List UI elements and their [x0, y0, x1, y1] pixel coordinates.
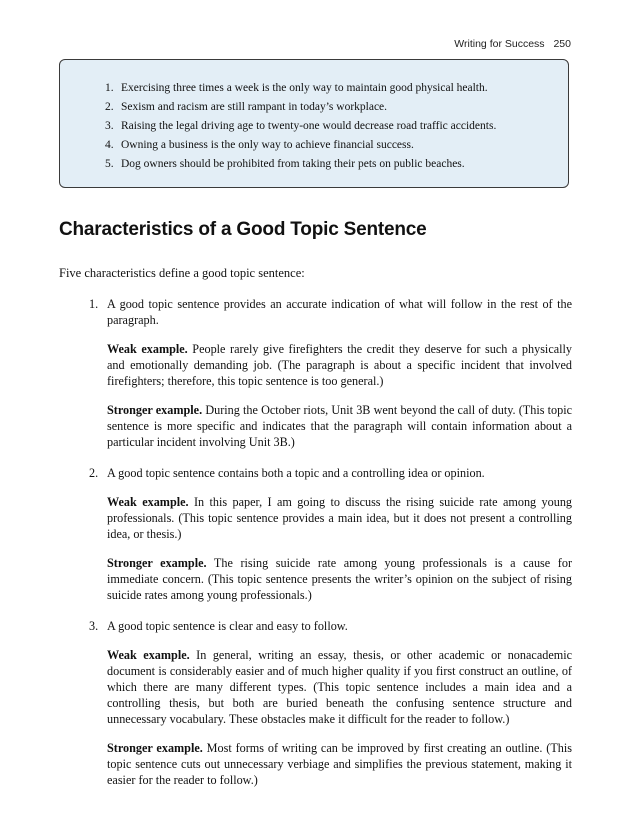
item-number: 3. [89, 619, 99, 633]
item-number: 1. [89, 297, 99, 311]
characteristics-list [89, 296, 572, 803]
stronger-example [107, 740, 572, 788]
item-number: 4. [105, 139, 114, 151]
item-text: Raising the legal driving age to twenty-one would decrease road traffic accidents. [121, 120, 497, 132]
characteristic-text: A good topic sentence provides an accurate indication of what will follow in the rest of the paragraph. [107, 297, 572, 327]
exercise-item [105, 117, 496, 136]
item-number: 2. [105, 101, 114, 113]
item-text: Dog owners should be prohibited from taking their pets on public beaches. [121, 158, 465, 170]
stronger-example-text: During the October riots, Unit 3B went beyond the call of duty. (This topic sentence is more specific and indicates that the paragraph will contain information about a particular incident involving Unit 3B.) [107, 403, 572, 449]
book-title: Writing for Success [454, 38, 545, 50]
stronger-example-text: Most forms of writing can be improved by first creating an outline. (This topic sentence cuts out unnecessary verbiage and simplifies the previous statement, making it easier for the reader to follow.) [107, 741, 573, 787]
item-text: Sexism and racism are still rampant in today’s workplace. [121, 101, 388, 113]
weak-example-text: In general, writing an essay, thesis, or other academic or nonacademic document is considerably easier and of much higher quality if you first construct an outline, of which there are many different types. (This topic sentence includes a main idea and a controlling thesis, but both are buried beneath the confusing sentence structure and unnecessary vocabulary. These obstacles make it difficult for the reader to follow.) [107, 648, 573, 726]
weak-example [107, 494, 572, 542]
item-number: 3. [105, 120, 114, 132]
section-title: Characteristics of a Good Topic Sentence [59, 219, 427, 240]
stronger-example-text: The rising suicide rate among young professionals is a cause for immediate concern. (This topic sentence presents the writer’s opinion on the subject of rising suicide rates among young professionals.) [107, 556, 573, 602]
weak-example-label: Weak example. [107, 342, 188, 356]
item-text: Exercising three times a week is the only way to maintain good physical health. [121, 82, 488, 94]
weak-example-label: Weak example. [107, 495, 189, 509]
weak-example-text: People rarely give firefighters the credit they deserve for such a physically and emotionally demanding job. (The paragraph is about a specific incident that involved firefighters; therefore, this topic sentence is too general.) [107, 342, 573, 388]
stronger-example-label: Stronger example. [107, 741, 203, 755]
exercise-list [105, 79, 496, 174]
stronger-example [107, 402, 572, 450]
characteristic-item [89, 465, 572, 603]
item-number: 5. [105, 158, 114, 170]
item-number: 2. [89, 466, 99, 480]
characteristic-item [89, 296, 572, 450]
stronger-example-label: Stronger example. [107, 403, 203, 417]
weak-example [107, 341, 572, 389]
running-header [454, 38, 571, 50]
weak-example-text: In this paper, I am going to discuss the rising suicide rate among young professionals. (This topic sentence provides a main idea, but it does not present a controlling idea, or thesis.) [107, 495, 573, 541]
exercise-item [105, 136, 496, 155]
intro-paragraph: Five characteristics define a good topic sentence: [59, 266, 305, 280]
item-number: 1. [105, 82, 114, 94]
characteristic-text: A good topic sentence contains both a topic and a controlling idea or opinion. [107, 466, 485, 480]
characteristic-text: A good topic sentence is clear and easy to follow. [107, 619, 348, 633]
page-number: 250 [553, 38, 571, 50]
exercise-item [105, 79, 496, 98]
exercise-box [59, 59, 569, 188]
stronger-example-label: Stronger example. [107, 556, 207, 570]
weak-example-label: Weak example. [107, 648, 190, 662]
stronger-example [107, 555, 572, 603]
exercise-item [105, 155, 496, 174]
weak-example [107, 647, 572, 727]
characteristic-item [89, 618, 572, 788]
exercise-item [105, 98, 496, 117]
item-text: Owning a business is the only way to achieve financial success. [121, 139, 414, 151]
